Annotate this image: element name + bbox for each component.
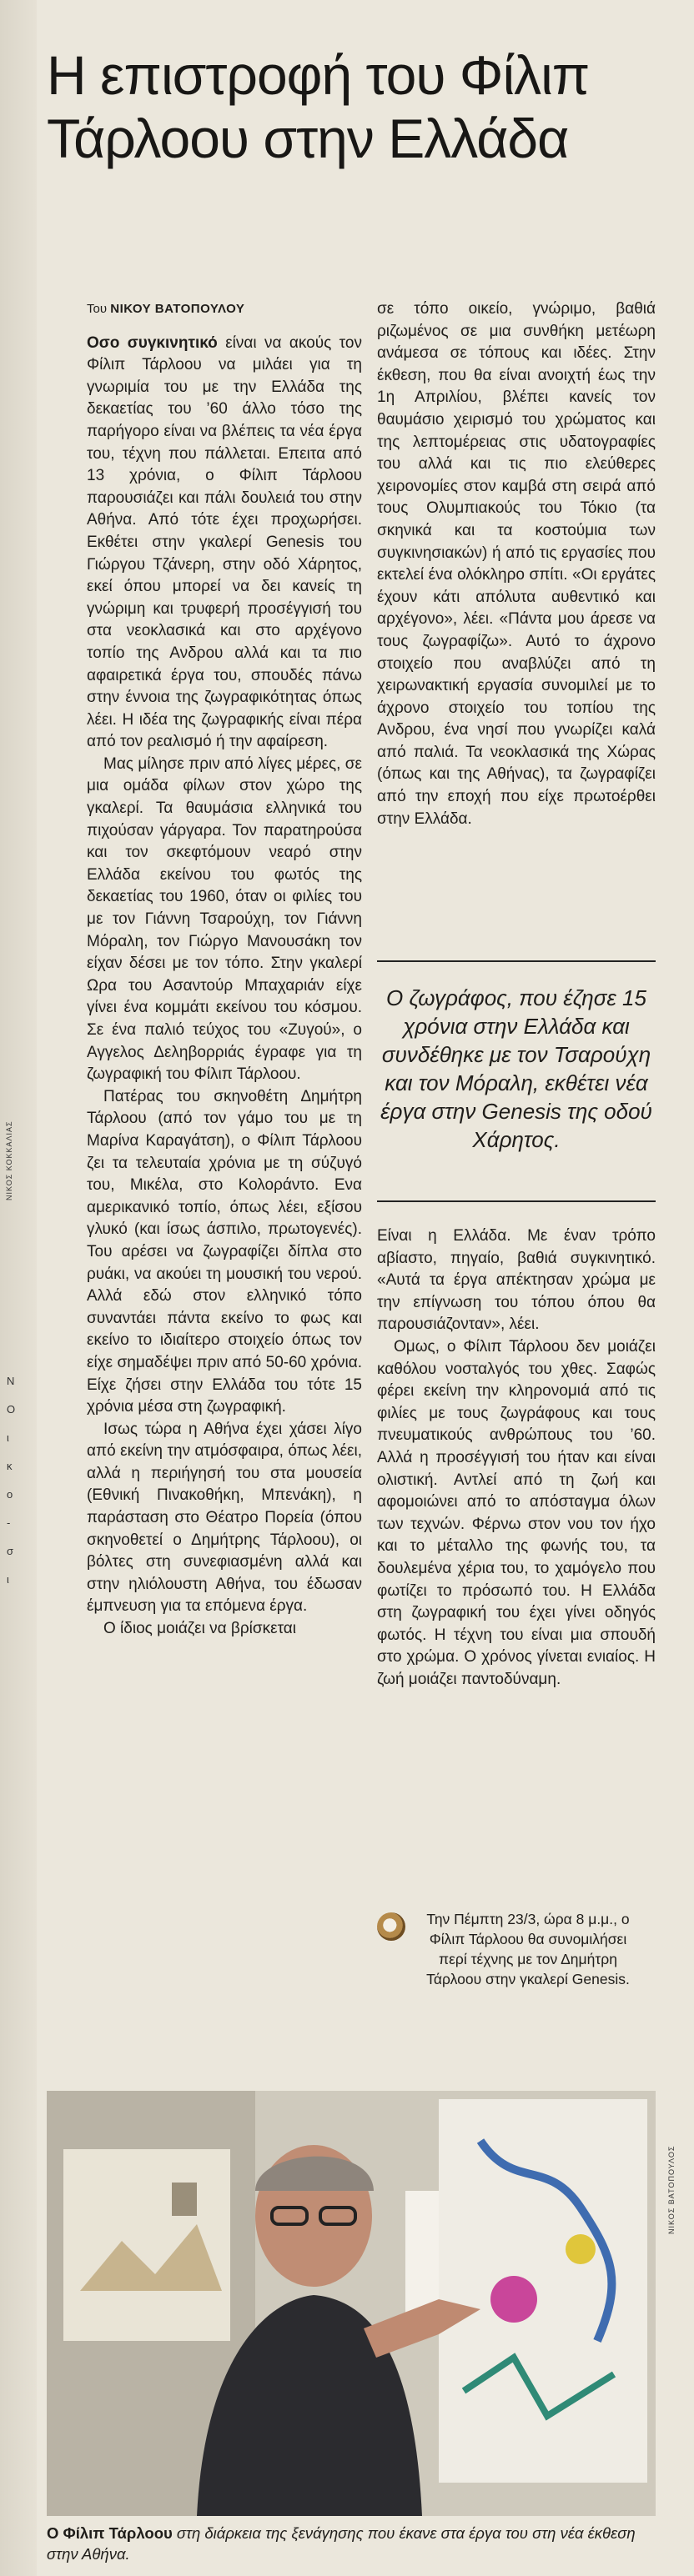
pull-quote: Ο ζωγράφος, που έζησε 15 χρόνια στην Ελλάδα και συνδέθηκε με τον Τσαρούχη και τον Μόραλη, εκθέτει νέα έργα στην Genesis της οδού Χάρητος. [380, 985, 652, 1152]
body-paragraph: Πατέρας του σκηνοθέτη Δημήτρη Τάρλοου (από τον γάμο του με τη Μαρίνα Καραγάτση), ο Φίλιπ Τάρλοου ζει τα τελευταία χρόνια με τη σύζυγό του, Μικέλα, στο Κολοράντο. Ενα αμερικανικό τοπίο, όπως λέει, εξίσου γλυκό (και ίσως άσπιλο, πρωτογενές). Του αρέσει να ζωγραφίζει δίπλα στο ρυάκι, να ακούει τη μουσική του νερού. Αλλά εδώ στον ελληνικό τόπο συναντάει πάντα εκείνο το φως και εκείνο το ιδιαίτερο στοιχείο όπως τον είχε σημαδέψει πριν από 50-60 χρόνια. Είχε ζήσει στην Ελλάδα του τότε 15 χρόνια μέσα στη ζωγραφική. [87, 1087, 362, 1416]
article-headline: Η επιστροφή του Φίλιπ Τάρλοου στην Ελλάδα [47, 44, 590, 169]
fragment: ι [7, 1431, 9, 1444]
photo-credit: ΝΙΚΟΣ ΒΑΤΟΠΟΥΛΟΣ [667, 2145, 676, 2234]
fragment: Ο [7, 1403, 16, 1416]
lead-in: Οσο συγκινητικό [87, 333, 218, 352]
byline-author: ΝΙΚΟΥ ΒΑΤΟΠΟΥΛΟΥ [110, 302, 245, 316]
body-paragraph: Είναι η Ελλάδα. Με έναν τρόπο αβίαστο, πηγαίο, βαθιά συγκινητικό. «Αυτά τα έργα απέκτησαν χρώμα με την επίγνωση του τόπου όπου θα παρουσιάζονταν», λέει. [377, 1227, 656, 1334]
fragment: Ν [7, 1375, 15, 1387]
photo-caption [47, 2523, 656, 2564]
fragment: - [7, 1516, 11, 1529]
body-paragraph: Ο ίδιος μοιάζει να βρίσκεται [103, 1620, 297, 1638]
body-paragraph: σε τόπο οικείο, γνώριμο, βαθιά ριζωμένος σε μια συνθήκη μετέωρη ανάμεσα σε τόπους και ιδέες. Στην έκθεση, που θα είναι ανοιχτή έως την 1η Απριλίου, βλέπει κανείς τον θαυμάσιο χειρισμό του χρώματος και της λεπτομέρειας στις υδατογραφίες του αλλά και τις πιο ελεύθερες χειρονομίες στον καμβά στη σειρά από τους Ολυμπιακούς του Τόκιο (τα σκηνικά και τα κοστούμια των συγκινησιακών) ή από τις εργασίες που εκτελεί ένα ολόκληρο σπίτι. «Οι εργάτες έχουν κάτι απόλυτα αυθεντικό και αρχέγονο», λέει. «Πάντα μου άρεσε να τους ζωγραφίζω». Αυτό το άχρονο στοιχείο που αναβλύζει από τη χειρωνακτική εργασία συνομιλεί με το άχρονο στοιχείο του τοπίου της Ανδρου, ένα νησί που γνωρίζει καλά από παλιά. Τα νεοκλασικά της Χώρας (όπως και της Αθήνας), τα ζωγραφίζει από την εποχή που είχε πρωτοέρθει στην Ελλάδα. [377, 300, 656, 828]
fragment: σ [7, 1545, 14, 1557]
article-column-right-bottom [377, 1225, 656, 1691]
article-column-right-top [377, 298, 656, 830]
adjacent-page-strip [0, 0, 37, 2576]
caption-name: Ο Φίλιπ Τάρλοου [47, 2524, 173, 2542]
event-note-text: Την Πέμπτη 23/3, ώρα 8 μ.μ., ο Φίλιπ Τάρλοου θα συνομιλήσει περί τέχνης με τον Δημήτρη Τάρλοου στην γκαλερί Genesis. [426, 1911, 630, 1987]
adjacent-page-text-fragments [7, 1367, 15, 1594]
adjacent-photo-credit: ΝΙΚΟΣ ΚΟΚΚΑΛΙΑΣ [5, 1120, 13, 1200]
byline-prefix: Του [87, 302, 108, 316]
article-column-left [87, 298, 362, 1641]
fragment: κ [7, 1460, 13, 1472]
caption-text: στη διάρκεια της ξενάγησης που έκανε στα έργα του στη νέα έκθεση στην Αθήνα. [47, 2524, 636, 2563]
pull-quote-bottom-rule [377, 1200, 656, 1202]
lead-paragraph [87, 333, 362, 754]
event-note [377, 1909, 656, 1989]
fragment: ο [7, 1488, 13, 1501]
fragment: ι [7, 1573, 9, 1586]
body-paragraph: Ομως, ο Φίλιπ Τάρλοου δεν μοιάζει καθόλου νοσταλγός του χθες. Σαφώς φέρει εκείνη την κληρονομιά από τις φιλίες με τους ζωγράφους και τους πνευματικούς ανθρώπους του ’60. Αλλά η προσέγγισή του ήταν και είναι ολιστική. Αντλεί από τη ζωή και αφομοιώνει από το απόσταγμα όλων των τεχνών. Φέρνω στον νου τον ήχο και το μέταλλο της φωνής του, τα δουλεμένα χέρια του, το χαμόγελο που φωτίζει το πρόσωπό του. Η Ελλάδα στη ζωγραφική του έχει γίνει οδηγός φωτός. Η τέχνη του είναι μια σπουδή στο χρώμα. Ο χρόνος γίνεται ενιαίος. Η ζωή μοιάζει παντοδύναμη. [377, 1337, 656, 1688]
photo-illustration [47, 2091, 656, 2516]
article-photo [47, 2091, 656, 2516]
pull-quote-top-rule [377, 960, 656, 962]
byline [87, 298, 362, 321]
body-paragraph: Ισως τώρα η Αθήνα έχει χάσει λίγο από εκείνη την ατμόσφαιρα, όπως λέει, αλλά η περιήγησή του στα μουσεία (Εθνική Πινακοθήκη, Μπενάκη), η παράσταση στο Θέατρο Πορεία (όπου σκηνοθετεί ο Δημήτρης Τάρλοου), οι βόλτες στη συνεφιασμένη αλλά και στην ηλιόλουστη Αθήνα, του έδωσαν έμπνευση για τα επόμενα έργα. [87, 1420, 362, 1616]
event-bullet-icon [377, 1912, 405, 1941]
lead-paragraph-text: είναι να ακούς τον Φίλιπ Τάρλοου να μιλάει για τη γνωριμία του με την Ελλάδα της δεκαετίας του ’60 άλλο τόσο της παρήγορο είναι να βλέπεις τα νέα έργα του, τέχνη που πάλλεται. Επειτα από 13 χρόνια, ο Φίλιπ Τάρλοου παρουσιάζει και πάλι δουλειά του στην Αθήνα. Από τότε έχει προχωρήσει. Εκθέτει στην γκαλερί Genesis του Γιώργου Τζάνερη, στην οδό Χάρητος, εκεί όπου μπορεί να δει κανείς τη γνώριμη και τρυφερή προσέγγισή του στα νεοκλασικά και στο αρχέγονο τοπίο της Ανδρου αλλά και τα πιο αφαιρετικά έργα του, σπουδές πάνω στην έννοια της ζωγραφικότητας όπως λέει. Η ιδέα της ζωγραφικής είναι πέρα από τον ρεαλισμό ή την αφαίρεση. [87, 333, 362, 751]
body-paragraph: Μας μίλησε πριν από λίγες μέρες, σε μια ομάδα φίλων στον χώρο της γκαλερί. Τα θαυμάσια ελληνικά του πιχούσαν γάργαρα. Τον παρατηρούσα και τον σκεφτόμουν νεαρό στην Ελλάδα εκείνου του φωτός της δεκαετίας του 1960, όταν οι φιλίες του με τον Γιάννη Τσαρούχη, τον Γιάννη Μόραλη, τον Γιώργο Μανουσάκη τον είχαν δέσει με τον τόπο. Στην γκαλερί Ωρα του Ασαντούρ Μπαχαριάν είχε γίνει ένα κομμάτι εκείνου του κόσμου. Σε ένα παλιό τεύχος του «Ζυγού», ο Αγγελος Δεληβορριάς έγραφε για τη ζωγραφική του Φίλιπ Τάρλοου. [87, 754, 362, 1084]
